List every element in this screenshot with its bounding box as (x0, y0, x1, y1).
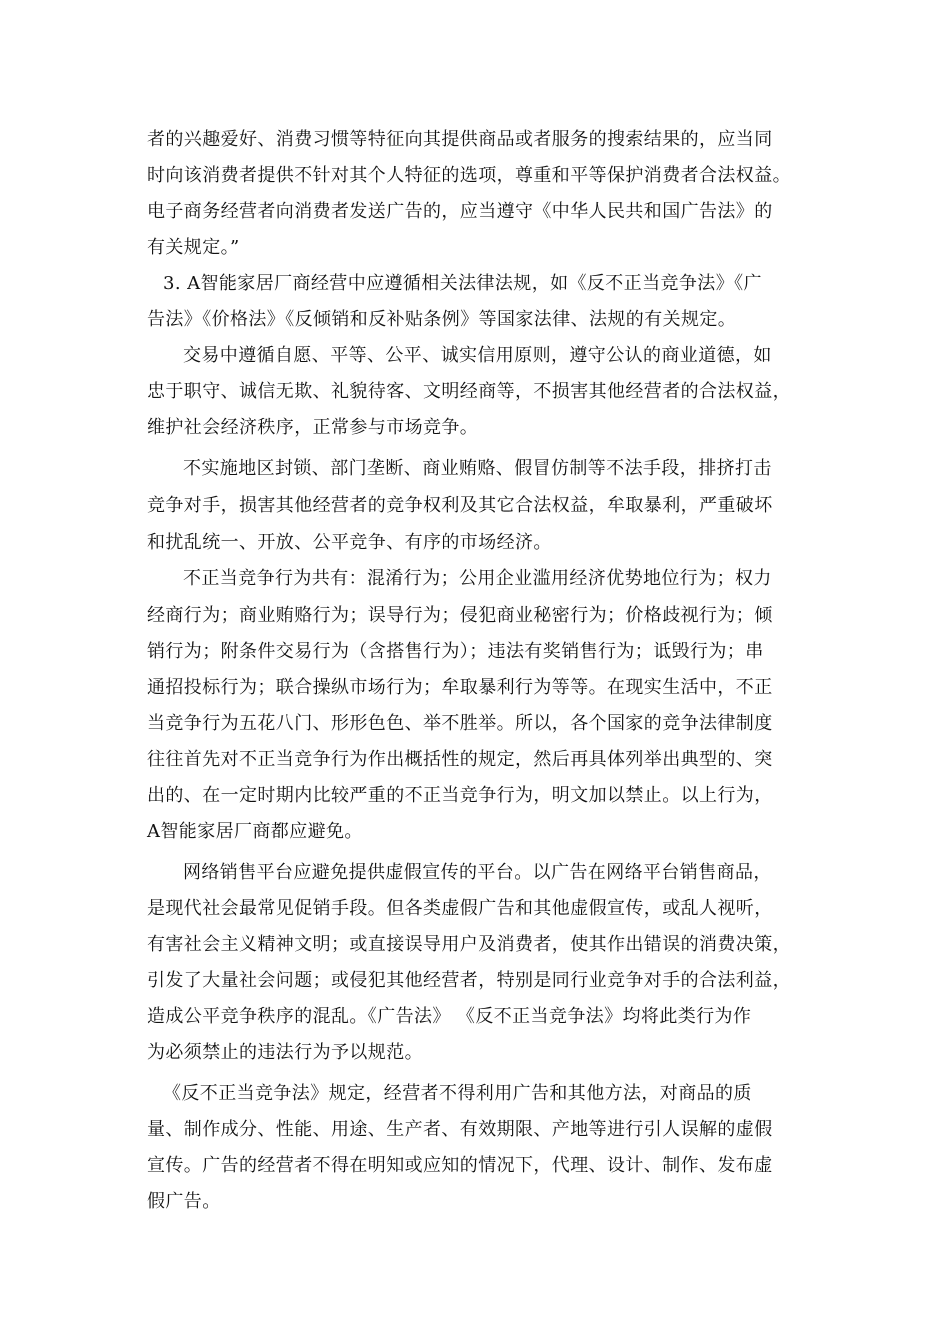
text-line: 电子商务经营者向消费者发送广告的，应当遵守《中华人民共和国广告法》的 (147, 201, 773, 222)
text-line: 维护社会经济秩序，正常参与市场竞争。 (147, 417, 479, 438)
text-line: 是现代社会最常见促销手段。但各类虚假广告和其他虚假宣传，或乱人视听， (147, 898, 773, 919)
text-line: 造成公平竞争秩序的混乱。《广告法》 《反不正当竞争法》均将此类行为作 (147, 1006, 752, 1027)
text-line: 告法》《价格法》《反倾销和反补贴条例》等国家法律、法规的有关规定。 (147, 309, 737, 330)
text-line: 不正当竞争行为共有：混淆行为；公用企业滥用经济优势地位行为；权力 (183, 568, 772, 589)
text-line: 《反不正当竞争法》规定，经营者不得利用广告和其他方法，对商品的质 (163, 1083, 752, 1104)
text-line: 忠于职守、诚信无欺、礼貌待客、文明经商等，不损害其他经营者的合法权益， (147, 381, 791, 402)
text-line: 交易中遵循自愿、平等、公平、诚实信用原则，遵守公认的商业道德，如 (183, 345, 772, 366)
text-line: 有害社会主义精神文明；或直接误导用户及消费者，使其作出错误的消费决策， (147, 934, 791, 955)
text-line: 宣传。广告的经营者不得在明知或应知的情况下，代理、设计、制作、发布虚 (147, 1155, 773, 1176)
text-line: 销行为；附条件交易行为（含搭售行为）；违法有奖销售行为；诋毁行为；串 (147, 641, 764, 662)
text-line: 和扰乱统一、开放、公平竞争、有序的市场经济。 (147, 532, 552, 553)
text-line: 往往首先对不正当竞争行为作出概括性的规定，然后再具体列举出典型的、突 (147, 749, 773, 770)
text-line: 时向该消费者提供不针对其个人特征的选项，尊重和平等保护消费者合法权益。 (147, 165, 791, 186)
text-line: A智能家居厂商都应避免。 (147, 821, 363, 842)
text-line: 为必须禁止的违法行为予以规范。 (147, 1042, 423, 1063)
text-line: 引发了大量社会问题；或侵犯其他经营者，特别是同行业竞争对手的合法利益， (147, 970, 791, 991)
text-line: 竞争对手，损害其他经营者的竞争权利及其它合法权益，牟取暴利，严重破坏 (147, 495, 773, 516)
text-line: 经商行为；商业贿赂行为；误导行为；侵犯商业秘密行为；价格歧视行为；倾 (147, 605, 773, 626)
text-line: 3. A智能家居厂商经营中应遵循相关法律法规，如《反不正当竞争法》《广 (163, 273, 762, 294)
text-line: 量、制作成分、性能、用途、生产者、有效期限、产地等进行引人误解的虚假 (147, 1119, 773, 1140)
text-line: 者的兴趣爱好、消费习惯等特征向其提供商品或者服务的搜索结果的，应当同 (147, 129, 773, 150)
text-line: 不实施地区封锁、部门垄断、商业贿赂、假冒仿制等不法手段，排挤打击 (183, 458, 772, 479)
text-line: 有关规定。” (147, 237, 240, 258)
text-line: 出的、在一定时期内比较严重的不正当竞争行为，明文加以禁止。以上行为， (147, 785, 773, 806)
text-line: 通招投标行为；联合操纵市场行为；牟取暴利行为等等。在现实生活中，不正 (147, 677, 773, 698)
text-line: 当竞争行为五花八门、形形色色、举不胜举。所以，各个国家的竞争法律制度 (147, 713, 773, 734)
text-line: 网络销售平台应避免提供虚假宣传的平台。以广告在网络平台销售商品， (183, 862, 772, 883)
text-line: 假广告。 (147, 1191, 221, 1212)
